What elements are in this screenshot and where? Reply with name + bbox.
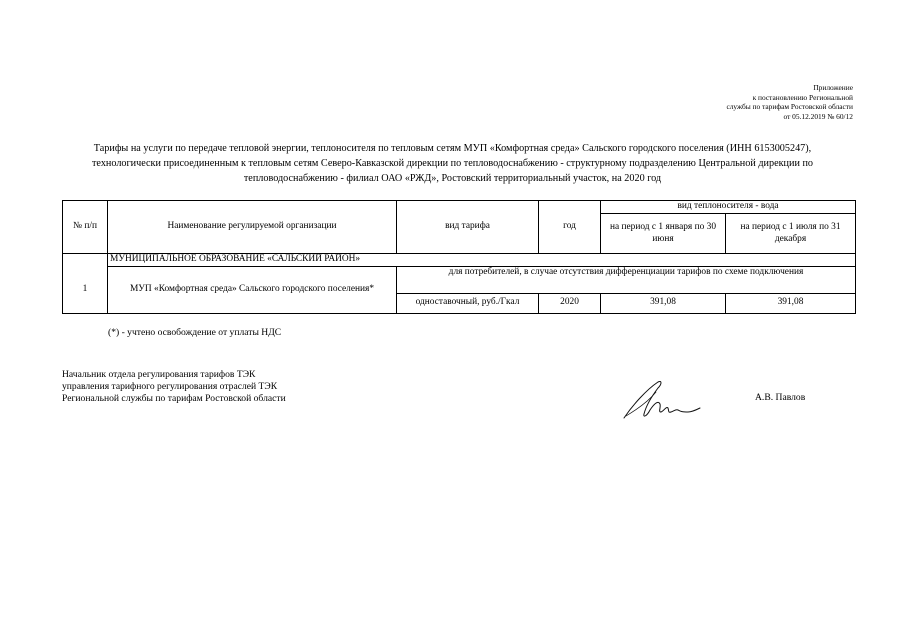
header-tariff-type: вид тарифа (397, 201, 539, 254)
signer-line: Начальник отдела регулирования тарифов ТЭК (62, 369, 256, 380)
title-line: технологически присоединенным к тепловым сетям Северо-Кавказской дирекции по тепловодоснабжению - структурному подразделению Центральной дирекции по (91, 157, 813, 169)
row-subheader: для потребителей, в случае отсутствия дифференциации тарифов по схеме подключения (397, 266, 856, 293)
footnote: (*) - учтено освобождение от уплаты НДС (108, 327, 282, 338)
signer-line: Региональной службы по тарифам Ростовской области (62, 393, 286, 404)
tariff-table (62, 200, 856, 314)
document-title (40, 142, 865, 186)
signer-position (62, 369, 286, 405)
row-year: 2020 (539, 293, 601, 313)
header-period-1: на период с 1 января по 30 июня (601, 214, 726, 254)
signer-name: А.В. Павлов (755, 392, 806, 403)
signer-line: управления тарифного регулирования отраслей ТЭК (62, 381, 278, 392)
row-value-2: 391,08 (726, 293, 856, 313)
header-coolant-group: вид теплоносителя - вода (601, 201, 856, 214)
appendix-line: службы по тарифам Ростовской области (726, 102, 853, 112)
title-line: тепловодоснабжению - филиал ОАО «РЖД», Ростовский территориальный участок, на 2020 год (243, 172, 662, 184)
row-org: МУП «Комфортная среда» Сальского городского поселения* (108, 266, 397, 313)
row-num: 1 (63, 266, 108, 313)
row-value-1: 391,08 (601, 293, 726, 313)
appendix-line: к постановлению Региональной (752, 92, 853, 102)
signature-scribble (618, 376, 708, 424)
section-row: МУНИЦИПАЛЬНОЕ ОБРАЗОВАНИЕ «САЛЬСКИЙ РАЙОН» (108, 254, 856, 267)
header-period-2: на период с 1 июля по 31 декабря (726, 214, 856, 254)
header-year: год (539, 201, 601, 254)
title-line: Тарифы на услуги по передаче тепловой энергии, теплоносителя по тепловым сетям МУП «Комфортная среда» Сальского городского поселения (ИНН 6153005247), (93, 143, 812, 154)
row-tariff-type: одноставочный, руб./Гкал (397, 293, 539, 313)
header-org: Наименование регулируемой организации (108, 201, 397, 254)
appendix-line: Приложение (813, 83, 853, 92)
appendix-line: от 05.12.2019 № 60/12 (783, 111, 853, 121)
header-num: № п/п (63, 201, 108, 254)
appendix-note (726, 83, 853, 121)
